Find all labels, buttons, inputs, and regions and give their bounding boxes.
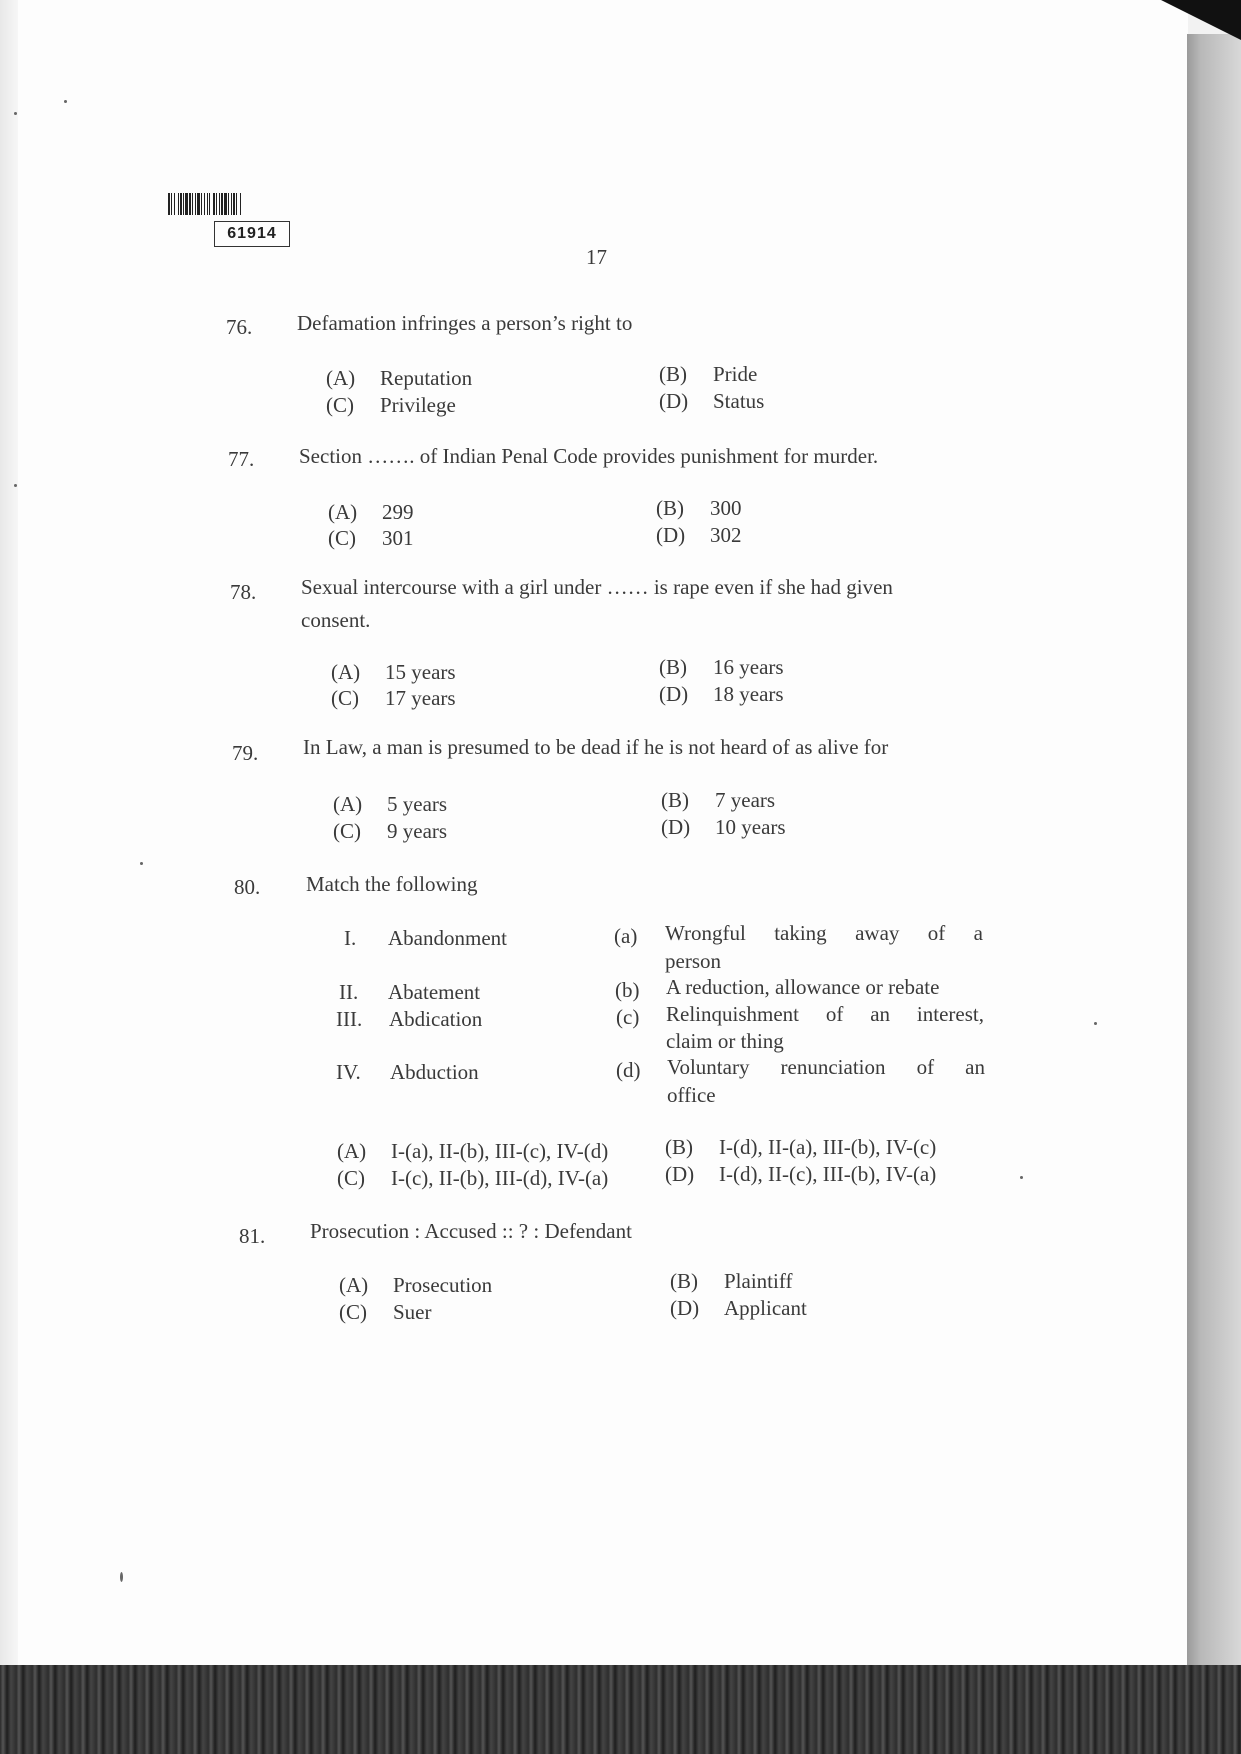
match-term-1: Abandonment <box>388 926 507 950</box>
match-roman-1: I. <box>344 926 357 950</box>
option-text: Pride <box>713 362 758 386</box>
option-text: Reputation <box>380 366 473 390</box>
match-desc-c-line-1: Relinquishment of an interest, <box>666 1002 984 1026</box>
option-label: (D) <box>661 815 691 839</box>
option-label: (C) <box>328 526 356 550</box>
option-text: 16 years <box>713 655 784 679</box>
question-number: 78. <box>230 580 257 604</box>
option-d <box>665 1162 936 1187</box>
match-desc-a-line-2: person <box>665 949 721 973</box>
option-text: 7 years <box>715 788 776 812</box>
option-label: (B) <box>661 788 689 812</box>
option-a <box>331 660 456 685</box>
scan-speck <box>120 1572 123 1582</box>
option-label: (A) <box>326 366 356 390</box>
option-a <box>333 792 447 817</box>
option-text: I-(c), II-(b), III-(d), IV-(a) <box>391 1166 609 1190</box>
option-text: 299 <box>382 500 414 524</box>
option-label: (C) <box>333 819 361 843</box>
option-text: 300 <box>710 496 742 520</box>
option-d <box>670 1296 807 1321</box>
match-term-4: Abduction <box>390 1060 479 1084</box>
option-b <box>656 496 742 521</box>
option-c <box>333 819 447 844</box>
option-label: (A) <box>339 1273 369 1297</box>
scan-speck <box>64 100 67 103</box>
option-c <box>337 1166 608 1191</box>
option-text: 5 years <box>387 792 448 816</box>
match-letter-a: (a) <box>614 924 638 948</box>
scan-speck <box>1020 1176 1023 1179</box>
match-desc-b: A reduction, allowance or rebate <box>666 975 940 999</box>
question-number: 79. <box>232 741 259 765</box>
question-text: In Law, a man is presumed to be dead if he is not heard of as alive for <box>303 735 889 759</box>
match-desc-c-line-2: claim or thing <box>666 1029 784 1053</box>
scan-speck <box>1094 1022 1097 1025</box>
scan-right-edge <box>1187 34 1241 1754</box>
option-text: Suer <box>393 1300 432 1324</box>
page-number: 17 <box>586 245 607 269</box>
match-desc-d-line-2: office <box>667 1083 716 1107</box>
option-text: 9 years <box>387 819 448 843</box>
option-c <box>326 393 456 418</box>
match-roman-4: IV. <box>336 1060 361 1084</box>
option-text: Applicant <box>724 1296 807 1320</box>
option-b <box>665 1135 936 1160</box>
option-text: 15 years <box>385 660 456 684</box>
option-label: (A) <box>337 1139 367 1163</box>
scan-speck <box>14 484 17 487</box>
option-text: 10 years <box>715 815 786 839</box>
option-text: I-(d), II-(a), III-(b), IV-(c) <box>719 1135 937 1159</box>
barcode-bar <box>241 193 243 215</box>
option-text: Plaintiff <box>724 1269 793 1293</box>
barcode <box>168 193 301 215</box>
option-label: (C) <box>339 1300 367 1324</box>
option-label: (B) <box>670 1269 698 1293</box>
option-text: 302 <box>710 523 742 547</box>
option-text: 301 <box>382 526 414 550</box>
question-number: 77. <box>228 447 255 471</box>
scan-speck <box>140 862 143 865</box>
option-b <box>659 655 784 680</box>
match-letter-d: (d) <box>616 1058 641 1082</box>
question-number: 80. <box>234 875 261 899</box>
question-number: 76. <box>226 315 253 339</box>
option-label: (D) <box>659 682 689 706</box>
option-text: Status <box>713 389 765 413</box>
option-label: (D) <box>656 523 686 547</box>
option-label: (B) <box>656 496 684 520</box>
match-desc-a-line-1: Wrongful taking away of a <box>665 921 983 945</box>
option-text: 17 years <box>385 686 456 710</box>
option-text: I-(d), II-(c), III-(b), IV-(a) <box>719 1162 937 1186</box>
option-text: Privilege <box>380 393 456 417</box>
option-label: (D) <box>670 1296 700 1320</box>
option-d <box>659 389 764 414</box>
option-text: I-(a), II-(b), III-(c), IV-(d) <box>391 1139 609 1163</box>
match-term-3: Abdication <box>389 1007 483 1031</box>
option-a <box>337 1139 608 1164</box>
match-desc-d-line-1: Voluntary renunciation of an <box>667 1055 985 1079</box>
question-number: 81. <box>239 1224 266 1248</box>
option-label: (D) <box>659 389 689 413</box>
option-label: (B) <box>659 362 687 386</box>
match-roman-2: II. <box>339 980 359 1004</box>
match-letter-b: (b) <box>615 978 640 1002</box>
scan-bottom-edge <box>0 1665 1241 1754</box>
option-d <box>656 523 742 548</box>
option-text: 18 years <box>713 682 784 706</box>
option-b <box>659 362 757 387</box>
option-label: (A) <box>333 792 363 816</box>
question-text-line-2: consent. <box>301 608 371 632</box>
question-text: Defamation infringes a person’s right to <box>297 311 633 335</box>
match-roman-3: III. <box>336 1007 363 1031</box>
option-text: Prosecution <box>393 1273 493 1297</box>
question-text: Match the following <box>306 872 478 896</box>
option-b <box>661 788 775 813</box>
question-text: Prosecution : Accused :: ? : Defendant <box>310 1219 632 1243</box>
option-label: (C) <box>331 686 359 710</box>
scan-left-margin <box>0 0 20 1665</box>
scan-speck <box>14 112 17 115</box>
option-b <box>670 1269 792 1294</box>
paper-code: 61914 <box>214 221 290 247</box>
option-a <box>328 500 414 525</box>
option-d <box>661 815 786 840</box>
option-label: (A) <box>328 500 358 524</box>
match-term-2: Abatement <box>388 980 481 1004</box>
option-c <box>339 1300 432 1325</box>
folded-corner <box>1161 0 1241 40</box>
question-text-line-1: Sexual intercourse with a girl under …… is rape even if she had given <box>301 575 893 599</box>
option-label: (A) <box>331 660 361 684</box>
option-a <box>326 366 472 391</box>
option-label: (C) <box>337 1166 365 1190</box>
option-label: (C) <box>326 393 354 417</box>
option-d <box>659 682 784 707</box>
option-a <box>339 1273 492 1298</box>
option-label: (B) <box>665 1135 693 1159</box>
option-label: (B) <box>659 655 687 679</box>
option-label: (D) <box>665 1162 695 1186</box>
match-letter-c: (c) <box>616 1005 640 1029</box>
option-c <box>331 686 456 711</box>
question-text: Section ……. of Indian Penal Code provides punishment for murder. <box>299 444 879 468</box>
option-c <box>328 526 414 551</box>
